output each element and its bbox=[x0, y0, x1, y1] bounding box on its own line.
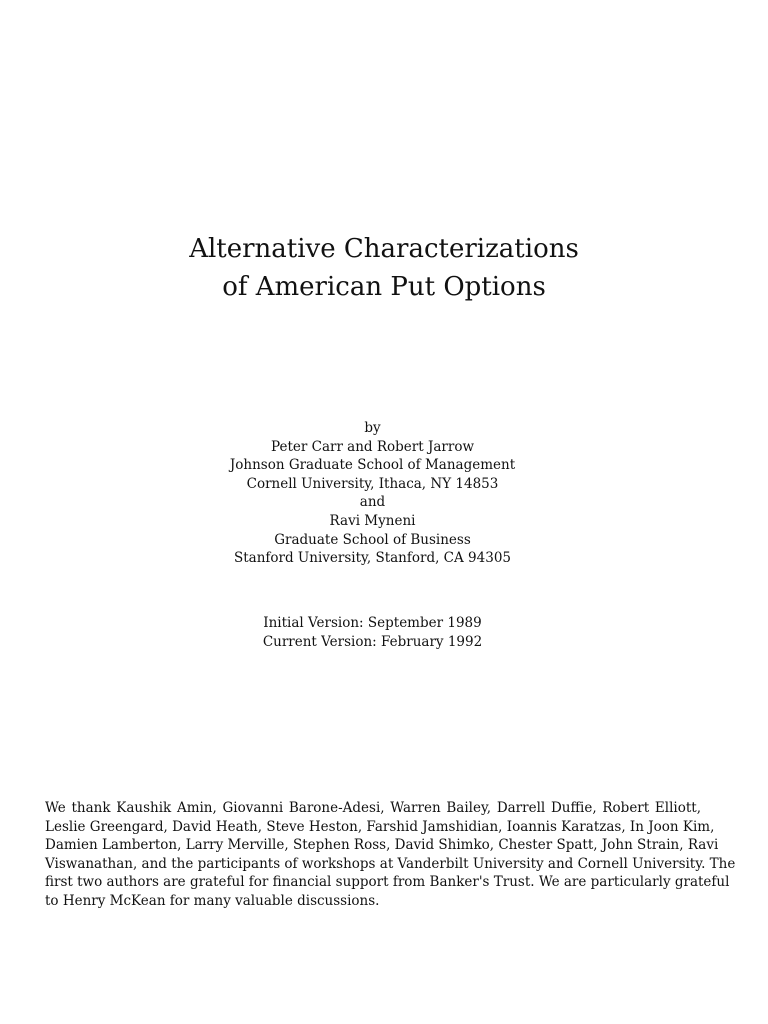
paper-title bbox=[0, 230, 768, 306]
author-names-2: Ravi Myneni bbox=[329, 512, 416, 529]
acknowledgement-paragraph bbox=[45, 799, 736, 911]
current-version: Current Version: February 1992 bbox=[262, 633, 483, 650]
affiliation-school-2: Graduate School of Business bbox=[274, 531, 471, 548]
acknowledgement-line: first two authors are grateful for financial support from Banker's Trust. We are particularly grateful bbox=[45, 874, 730, 891]
acknowledgement-line: Damien Lamberton, Larry Merville, Stephen Ross, David Shimko, Chester Spatt, John Strain, Ravi bbox=[45, 837, 719, 854]
paper-title-line-1: Alternative Characterizations bbox=[189, 234, 579, 264]
initial-version: Initial Version: September 1989 bbox=[263, 615, 482, 631]
affiliation-school-1: Johnson Graduate School of Management bbox=[229, 457, 516, 474]
version-info bbox=[0, 614, 745, 651]
by-label: by bbox=[364, 420, 381, 436]
acknowledgement-line: to Henry McKean for many valuable discussions. bbox=[45, 892, 380, 909]
author-affiliations bbox=[0, 419, 745, 568]
affiliation-address-2: Stanford University, Stanford, CA 94305 bbox=[233, 550, 511, 567]
acknowledgement-line: We thank Kaushik Amin, Giovanni Barone-Adesi, Warren Bailey, Darrell Duffie, Robert Elliott, bbox=[45, 800, 701, 816]
acknowledgement-line: Viswanathan, and the participants of workshops at Vanderbilt University and Cornell University. The bbox=[45, 855, 736, 872]
author-names-1: Peter Carr and Robert Jarrow bbox=[270, 438, 475, 455]
affiliation-address-1: Cornell University, Ithaca, NY 14853 bbox=[246, 475, 499, 492]
acknowledgement-line: Leslie Greengard, David Heath, Steve Heston, Farshid Jamshidian, Ioannis Karatzas, In Joon Kim, bbox=[45, 818, 715, 835]
paper-title-line-2: of American Put Options bbox=[222, 272, 546, 302]
and-label: and bbox=[359, 494, 386, 511]
